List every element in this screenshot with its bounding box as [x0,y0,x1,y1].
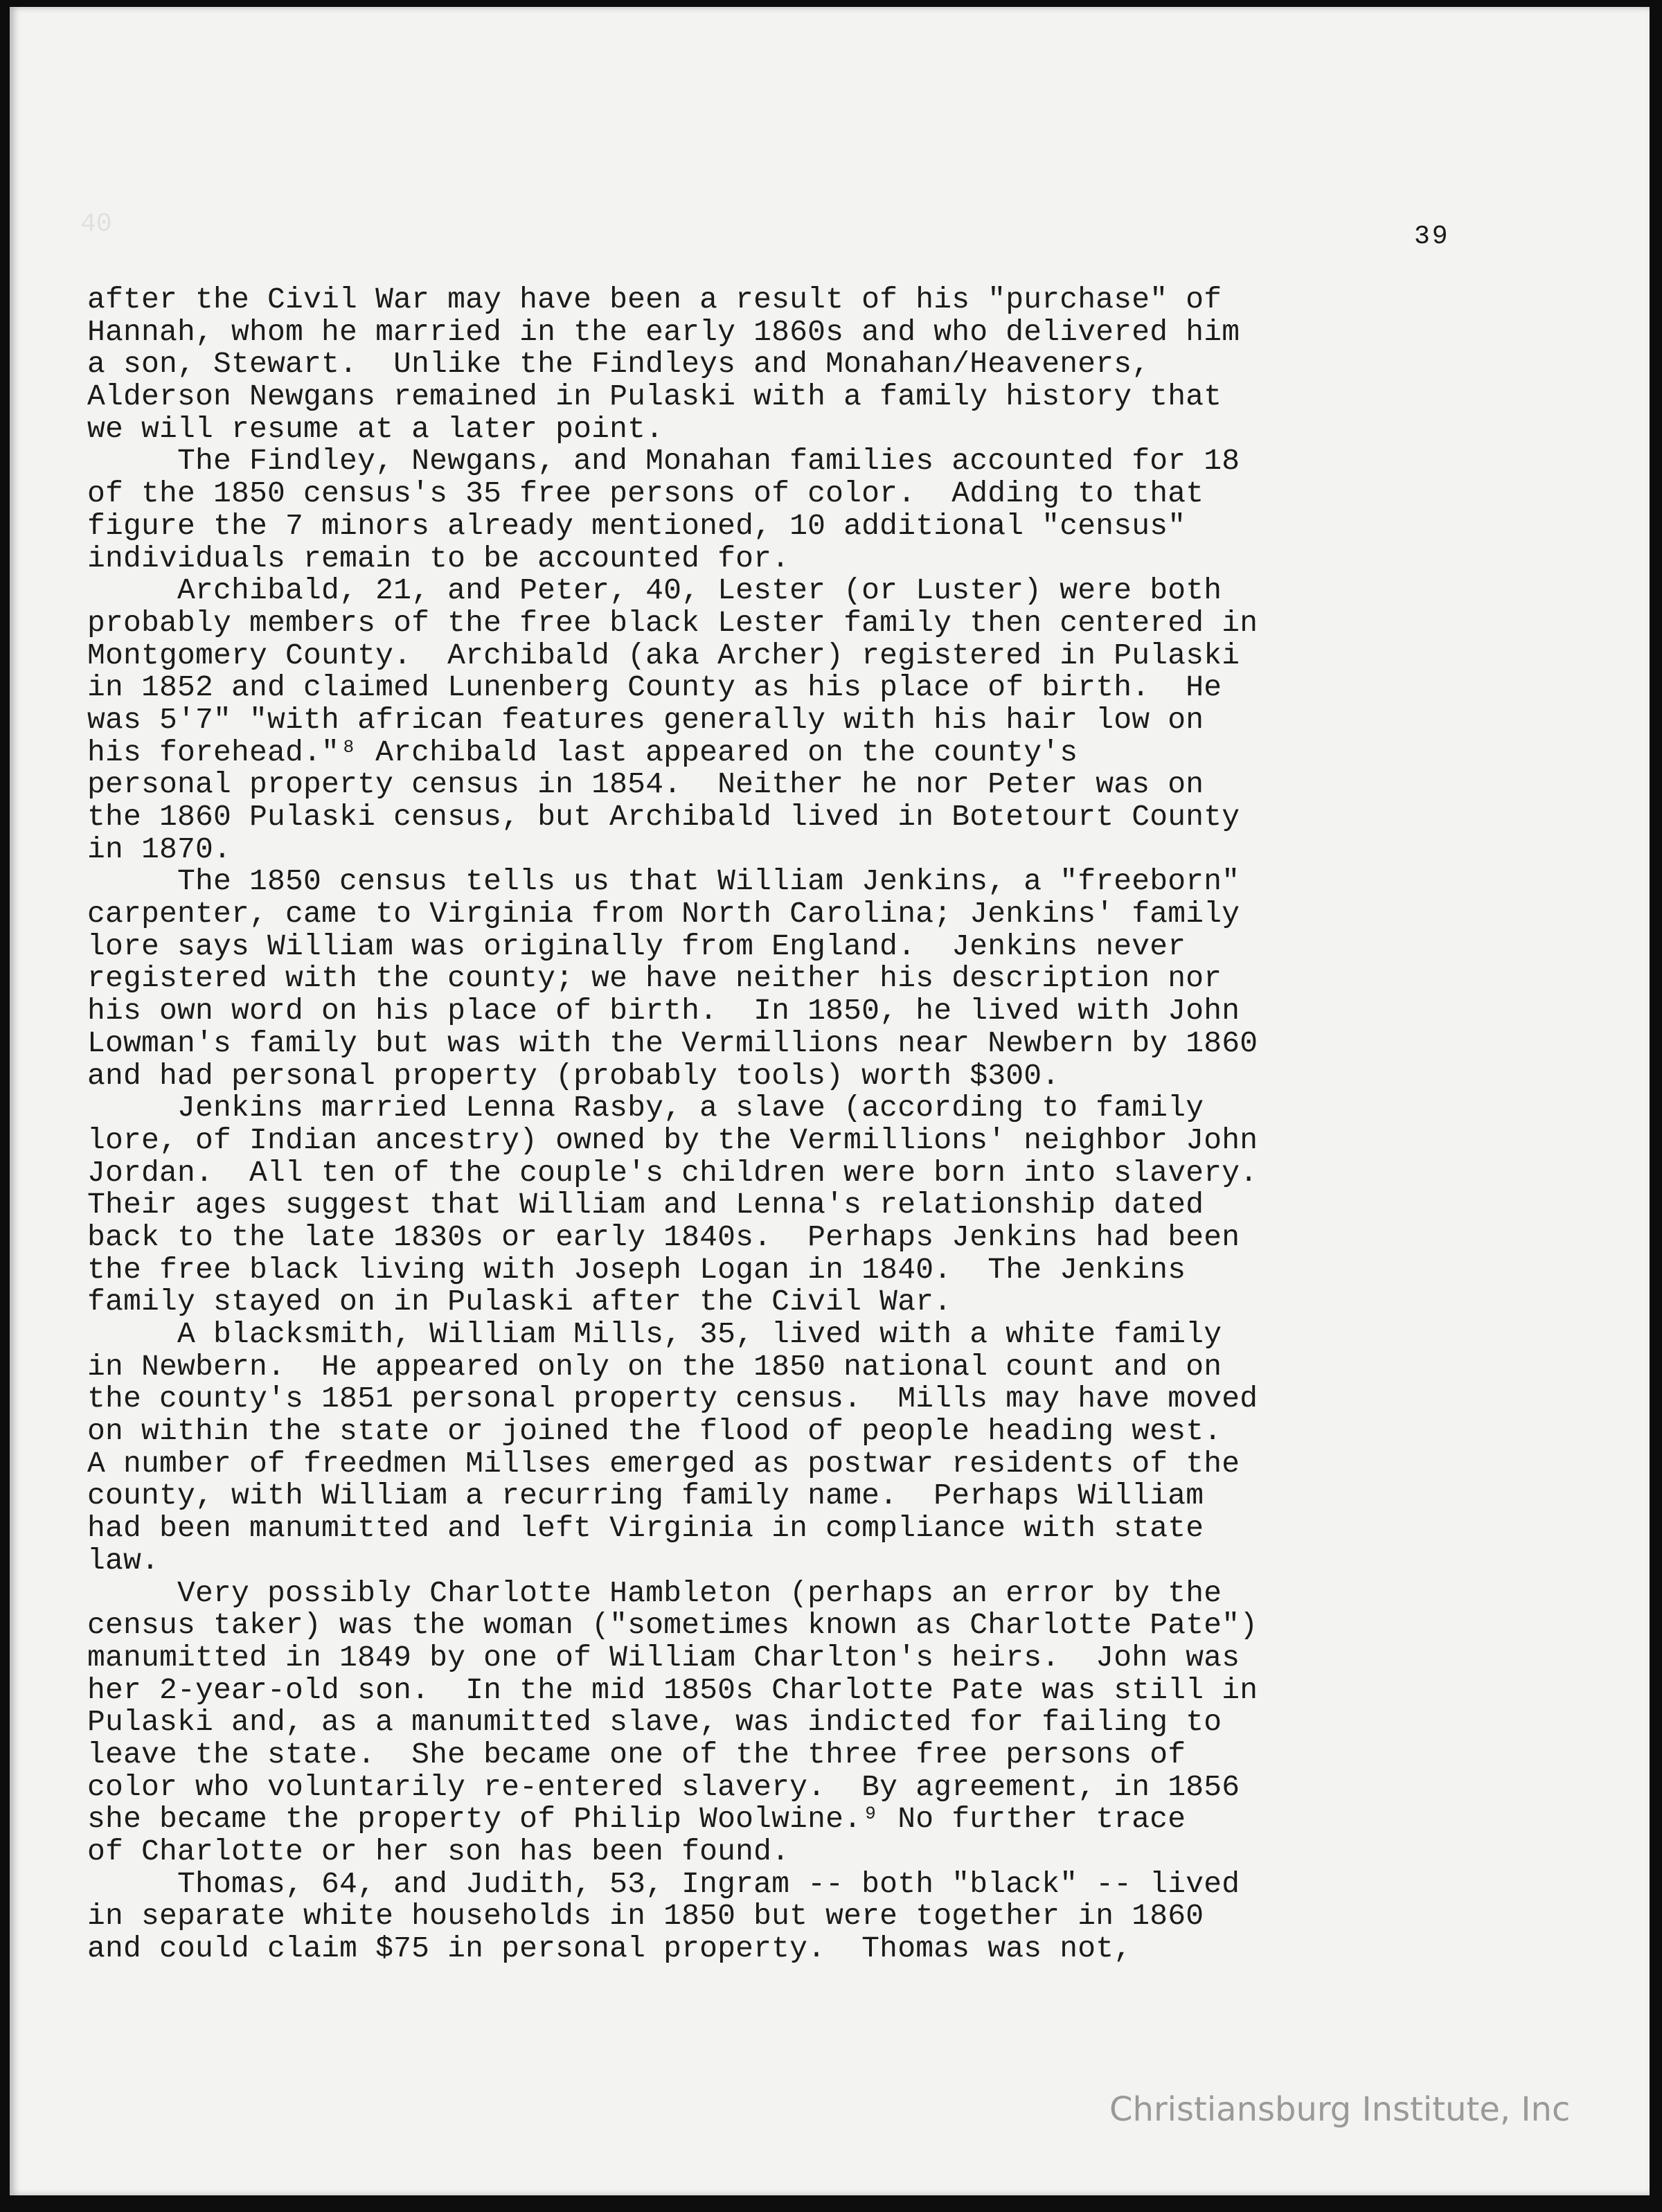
text-line: a son, Stewart. Unlike the Findleys and Monahan/Heaveners, [87,347,1150,382]
text-line: Archibald, 21, and Peter, 40, Lester (or Luster) were both [87,573,1222,608]
text-line: Jenkins married Lenna Rasby, a slave (according to family [87,1091,1204,1125]
text-line: census taker) was the woman ("sometimes known as Charlotte Pate") [87,1608,1258,1643]
text-line: The Findley, Newgans, and Monahan families accounted for 18 [87,444,1240,479]
text-line: A number of freedmen Millses emerged as postwar residents of the [87,1446,1240,1481]
text-line: had been manumitted and left Virginia in compliance with state [87,1511,1204,1546]
text-line: The 1850 census tells us that William Jenkins, a "freeborn" [87,864,1240,899]
text-line: and had personal property (probably tools) worth $300. [87,1058,1060,1093]
text-line: family stayed on in Pulaski after the Civil War. [87,1285,952,1319]
text-line: was 5'7" "with african features generally with his hair low on [87,702,1204,737]
text-line: his own word on his place of birth. In 1850, he lived with John [87,994,1240,1028]
text-line: after the Civil War may have been a result of his "purchase" of [87,283,1222,316]
text-line: Hannah, whom he married in the early 1860s and who delivered him [87,314,1240,349]
text-line: his forehead."⁸ Archibald last appeared on the county's [87,735,1078,769]
text-line: Lowman's family but was with the Vermillions near Newbern by 1860 [87,1026,1258,1060]
text-line: Thomas, 64, and Judith, 53, Ingram -- both "black" -- lived [87,1866,1240,1901]
text-line: Their ages suggest that William and Lenna's relationship dated [87,1188,1204,1222]
text-line: lore, of Indian ancestry) owned by the Vermillions' neighbor John [87,1123,1258,1157]
text-line: we will resume at a later point. [87,411,664,446]
text-line: figure the 7 minors already mentioned, 10 additional "census" [87,508,1186,543]
text-line: Pulaski and, as a manumitted slave, was indicted for failing to [87,1705,1222,1740]
text-line: of the 1850 census's 35 free persons of color. Adding to that [87,476,1204,511]
text-line: the county's 1851 personal property census. Mills may have moved [87,1382,1258,1416]
text-line: county, with William a recurring family name. Perhaps William [87,1479,1204,1513]
body-text [87,284,1472,1965]
text-line: lore says William was originally from England. Jenkins never [87,929,1186,963]
text-line: and could claim $75 in personal property. Thomas was not, [87,1932,1132,1966]
page-number: 39 [1414,222,1450,251]
text-line: in 1852 and claimed Lunenberg County as his place of birth. He [87,670,1222,705]
text-line: in 1870. [87,832,232,866]
paper-sheet [10,7,1650,2195]
text-line: leave the state. She became one of the three free persons of [87,1737,1186,1772]
text-line: color who voluntarily re-entered slavery. By agreement, in 1856 [87,1769,1240,1804]
text-line: probably members of the free black Lester family then centered in [87,605,1258,640]
text-line: in Newbern. He appeared only on the 1850 national count and on [87,1349,1222,1384]
text-line: on within the state or joined the flood of people heading west. [87,1414,1222,1449]
text-line: Very possibly Charlotte Hambleton (perhaps an error by the [87,1576,1222,1610]
text-line: of Charlotte or her son has been found. [87,1835,790,1868]
text-line: carpenter, came to Virginia from North Carolina; Jenkins' family [87,897,1240,931]
text-line: Alderson Newgans remained in Pulaski with a family history that [87,380,1222,414]
text-line: in separate white households in 1850 but were together in 1860 [87,1899,1204,1934]
text-line: law. [87,1543,160,1578]
text-line: she became the property of Philip Woolwine.⁹ No further trace [87,1802,1186,1837]
text-line: individuals remain to be accounted for. [87,541,790,576]
text-line: her 2-year-old son. In the mid 1850s Charlotte Pate was still in [87,1673,1258,1707]
text-line: back to the late 1830s or early 1840s. Perhaps Jenkins had been [87,1220,1240,1254]
text-line: the 1860 Pulaski census, but Archibald lived in Botetourt County [87,800,1240,834]
show-through-page-number: 40 [80,209,112,239]
text-line: Jordan. All ten of the couple's children were born into slavery. [87,1155,1258,1190]
text-line: A blacksmith, William Mills, 35, lived with a white family [87,1317,1222,1351]
text-line: personal property census in 1854. Neither he nor Peter was on [87,767,1204,802]
text-line: manumitted in 1849 by one of William Charlton's heirs. John was [87,1640,1240,1675]
text-line: registered with the county; we have neither his description nor [87,961,1222,996]
text-line: Montgomery County. Archibald (aka Archer) registered in Pulaski [87,638,1240,672]
text-line: the free black living with Joseph Logan in 1840. The Jenkins [87,1252,1186,1287]
watermark: Christiansburg Institute, Inc [1109,2090,1571,2129]
